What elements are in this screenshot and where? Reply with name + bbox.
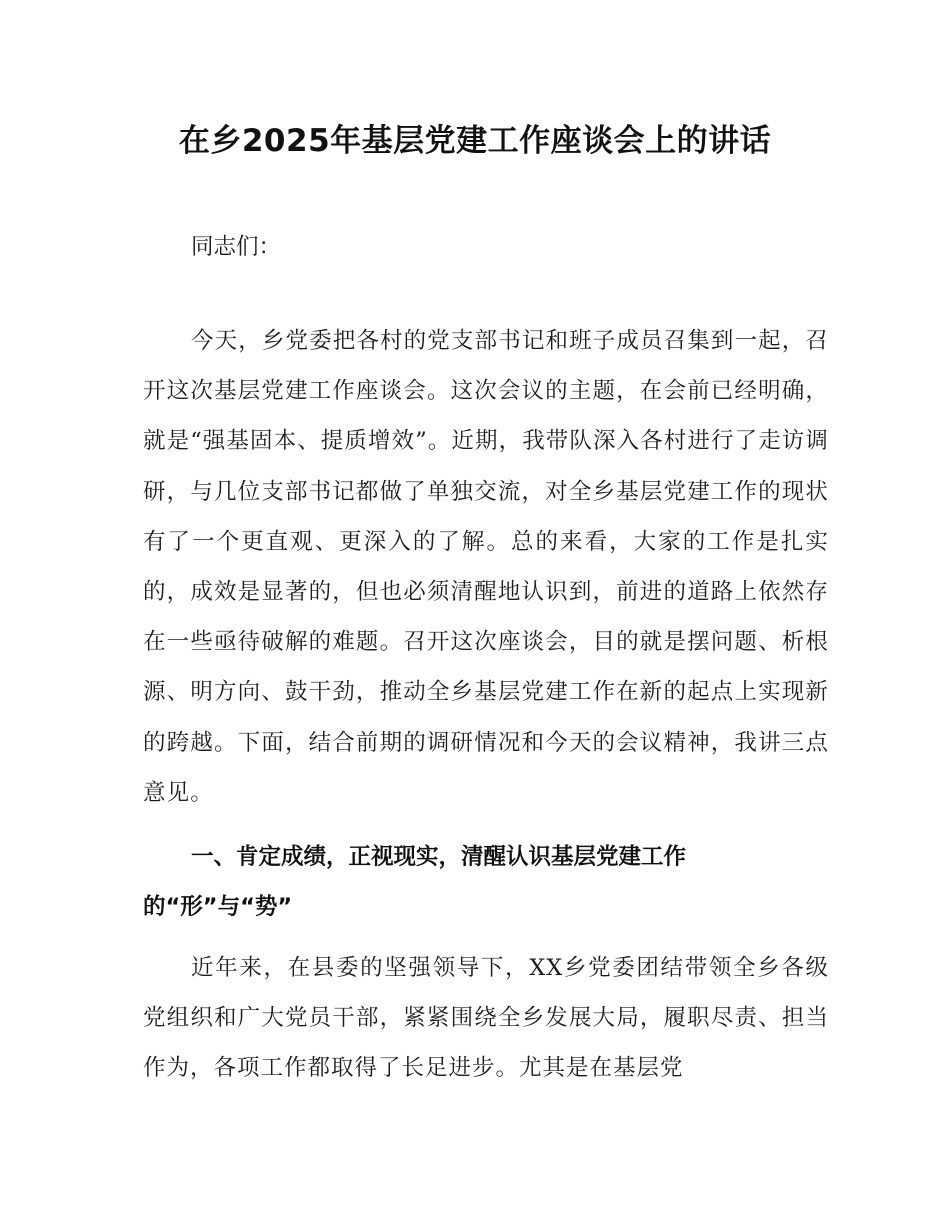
opening-paragraph: 今天，乡党委把各村的党支部书记和班子成员召集到一起，召开这次基层党建工作座谈会。这次会议的主题，在会前已经明确，就是“强基固本、提质增效”。近期，我带队深入各村进行了走访调研，与几位支部书记都做了单独交流，对全乡基层党建工作的现状有了一个更直观、更深入的了解。总的来看，大家的工作是扎实的，成效是显著的，但也必须清醒地认识到，前进的道路上依然存在一些亟待破解的难题。召开这次座谈会，目的就是摆问题、析根源、明方向、鼓干劲，推动全乡基层党建工作在新的起点上实现新的跨越。下面，结合前期的调研情况和今天的会议精神，我讲三点意见。 bbox=[143, 328, 830, 806]
section-heading-1: 一、肯定成绩，正视现实，清醒认识基层党建工作的“形”与“势” bbox=[143, 844, 687, 920]
document-title: 在乡2025年基层党建工作座谈会上的讲话 bbox=[178, 123, 772, 159]
section-1-paragraph: 近年来，在县委的坚强领导下，XX乡党委团结带领全乡各级党组织和广大党员干部，紧紧围绕全乡发展大局，履职尽责、担当作为，各项工作都取得了长足进步。尤其是在基层党 bbox=[143, 955, 829, 1082]
salutation: 同志们： bbox=[191, 234, 282, 260]
